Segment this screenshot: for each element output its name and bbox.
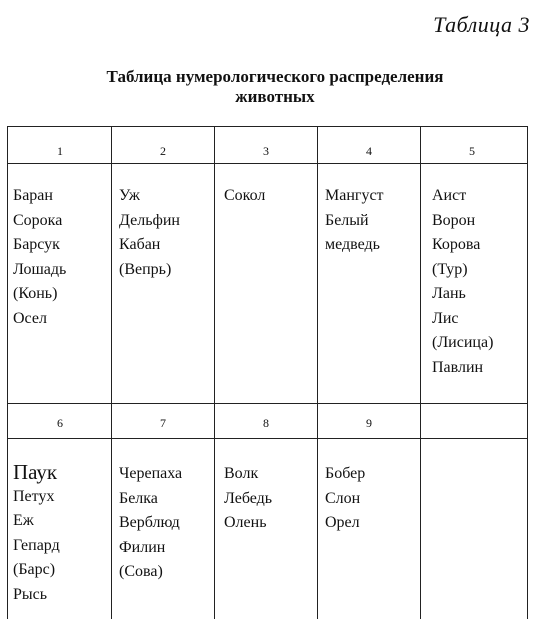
column-number: 7 <box>160 416 166 430</box>
animal-name: Кабан <box>119 236 161 253</box>
cell-list-6 <box>13 460 60 607</box>
column-number: 2 <box>160 144 166 158</box>
page-title-line-1: Таблица нумерологического распределения <box>106 67 444 86</box>
animal-name: Верблюд <box>119 514 180 531</box>
cell-list-3 <box>224 184 265 209</box>
animal-name: Баран <box>13 187 53 204</box>
column-divider <box>214 127 215 619</box>
cell-list-7 <box>119 462 182 585</box>
column-number: 1 <box>57 144 63 158</box>
cell-list-9 <box>325 462 365 536</box>
animal-name: Лошадь <box>13 260 67 278</box>
column-divider <box>317 127 318 619</box>
animal-table <box>7 126 528 619</box>
animal-name: Рысь <box>13 585 48 603</box>
animal-name: медведь <box>325 236 380 253</box>
column-number: 4 <box>366 144 372 158</box>
animal-name: (Вепрь) <box>119 260 172 278</box>
animal-name: Аист <box>432 187 467 204</box>
row-divider <box>8 403 527 404</box>
animal-name: Ворон <box>432 211 476 229</box>
row-divider <box>8 438 527 439</box>
cell-list-5 <box>432 184 493 380</box>
column-divider <box>111 127 112 619</box>
animal-name: Паук <box>13 460 58 484</box>
animal-name: Петух <box>13 487 55 505</box>
page-title <box>0 67 550 107</box>
animal-name: Волк <box>224 465 259 482</box>
animal-name: Мангуст <box>325 187 384 204</box>
animal-name: Осел <box>13 309 47 327</box>
animal-name: Павлин <box>432 358 484 376</box>
animal-name: (Конь) <box>13 285 58 302</box>
animal-name: Сокол <box>224 187 266 204</box>
animal-name: Гепард <box>13 536 60 554</box>
column-number: 5 <box>469 144 475 158</box>
column-number: 6 <box>57 416 63 430</box>
animal-name: Олень <box>224 514 267 531</box>
page-title-line-2: животных <box>235 87 315 106</box>
animal-name: Сорока <box>13 211 63 229</box>
column-number: 8 <box>263 416 269 430</box>
animal-name: (Барс) <box>13 561 56 578</box>
animal-name: (Сова) <box>119 563 163 580</box>
cell-list-1 <box>13 184 66 331</box>
animal-name: Черепаха <box>119 465 183 482</box>
column-number: 3 <box>263 144 269 158</box>
animal-name: Барсук <box>13 236 60 253</box>
animal-name: Корова <box>432 236 481 253</box>
animal-name: (Лисица) <box>432 334 494 351</box>
animal-name: (Тур) <box>432 260 468 278</box>
animal-name: Орел <box>325 514 360 531</box>
column-number: 9 <box>366 416 372 430</box>
animal-name: Дельфин <box>119 211 180 229</box>
animal-name: Белка <box>119 489 158 507</box>
animal-name: Белый <box>325 211 369 229</box>
animal-name: Лебедь <box>224 489 273 507</box>
cell-list-2 <box>119 184 180 282</box>
column-divider <box>420 127 421 619</box>
cell-list-4 <box>325 184 384 258</box>
row-divider <box>8 163 527 164</box>
animal-name: Бобер <box>325 465 366 482</box>
animal-name: Лань <box>432 285 466 302</box>
animal-name: Слон <box>325 489 361 507</box>
animal-name: Уж <box>119 187 140 204</box>
cell-list-8 <box>224 462 272 536</box>
animal-name: Филин <box>119 538 166 556</box>
animal-name: Еж <box>13 512 34 529</box>
table-label: Таблица 3 <box>433 12 530 37</box>
animal-name: Лис <box>432 309 459 327</box>
